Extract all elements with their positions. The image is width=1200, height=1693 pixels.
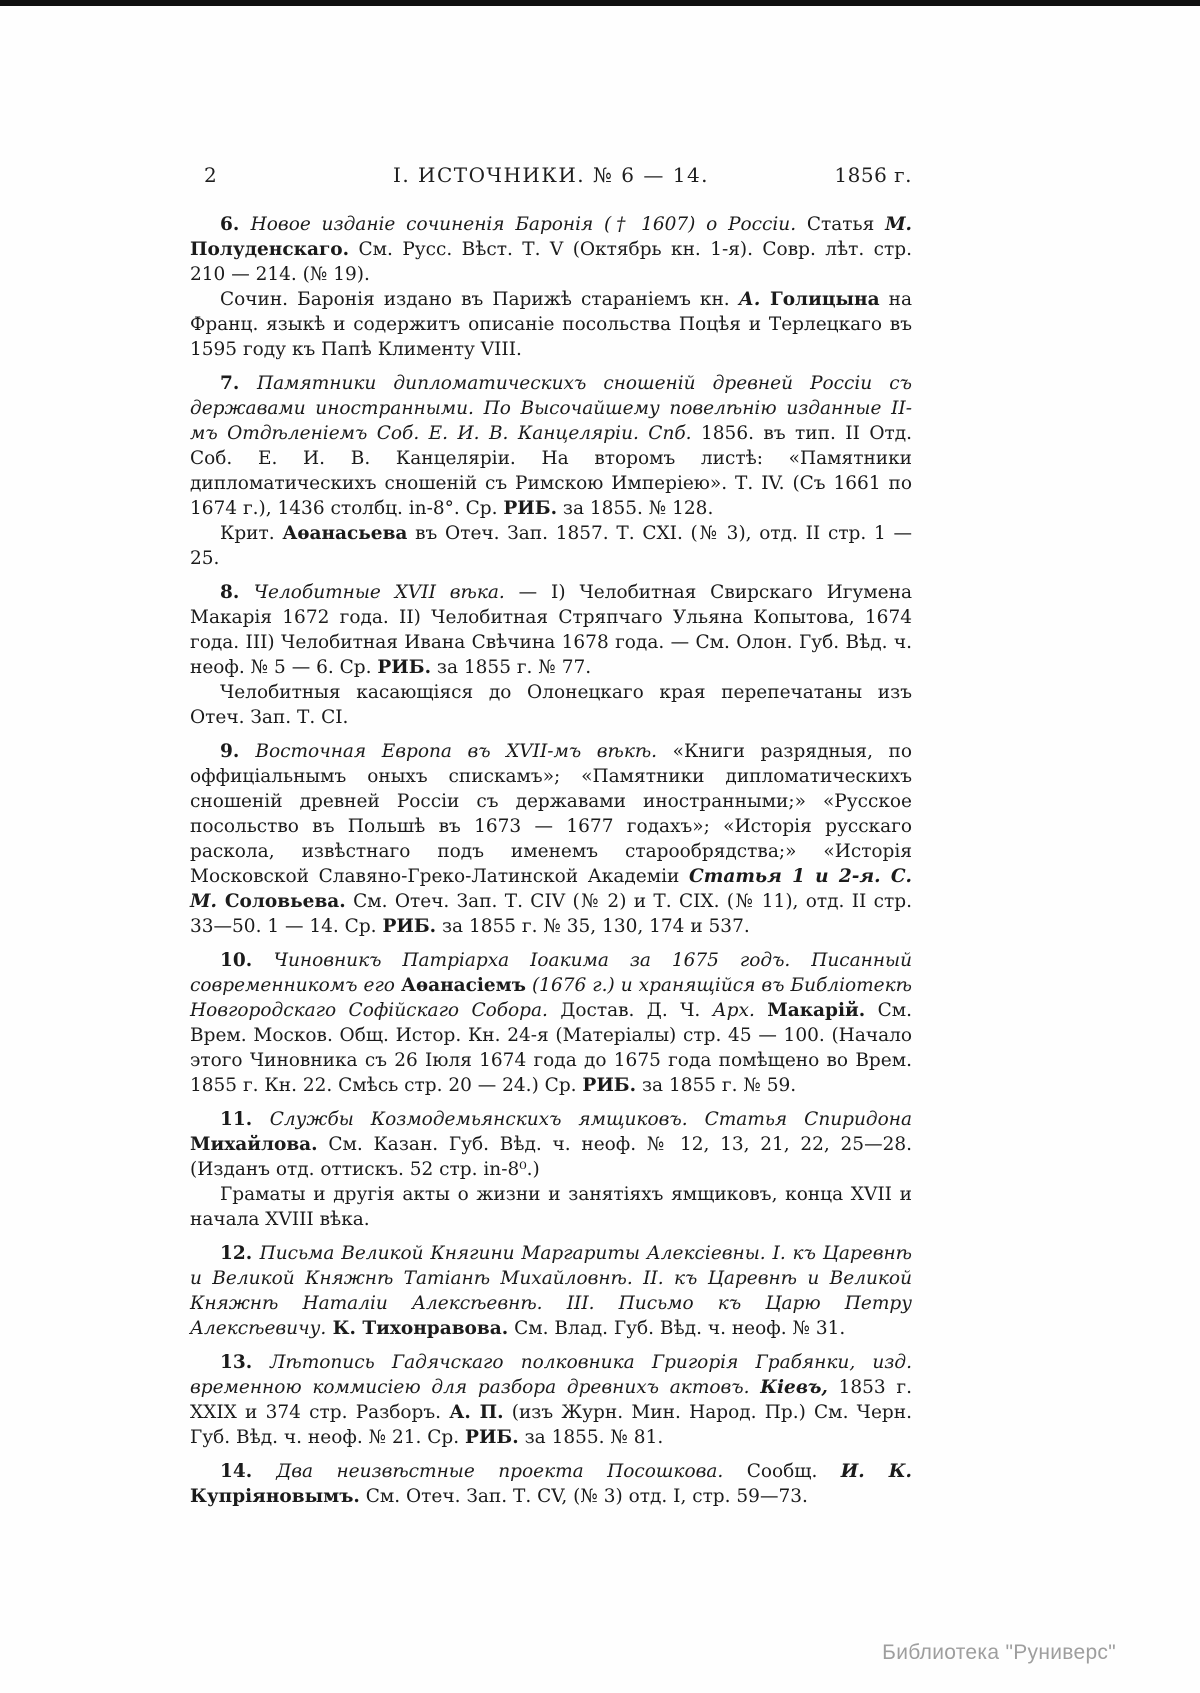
library-watermark: Библиотека "Руниверс": [882, 1641, 1116, 1664]
entry-9: 9. Восточная Европа въ XVII-мъ вѣкѣ. «Книги разрядныя, по оффиціальнымъ оныхъ спискамъ»; «Памятники дипломатическихъ сношеній древней Россіи съ державами иностранными;» «Русское посольство въ Польшѣ въ 1673 — 1677 годахъ»; «Исторія русскаго раскола, извѣстнаго подъ именемъ старообрядства;» «Исторія Московской Славяно-Греко-Латинской Академіи Статья 1 и 2-я. С. М. Соловьева. См. Отеч. Зап. Т. CIV (№ 2) и Т. CIX. (№ 11), отд. II стр. 33—50. 1 — 14. Ср. РИБ. за 1855 г. № 35, 130, 174 и 537.: [190, 741, 912, 937]
entry-8-note: Челобитныя касающіяся до Олонецкаго края перепечатаны изъ Отеч. Зап. Т. СІ.: [190, 682, 912, 728]
entry-6: 6. Новое изданіе сочиненія Баронія († 1607) о Россіи. Статья М. Полуденскаго. См. Русс. Вѣст. Т. V (Октябрь кн. 1-я). Совр. лѣт. стр. 210 — 214. (№ 19).: [190, 214, 912, 285]
entry-7-note: Крит. Аѳанасьева въ Отеч. Зап. 1857. Т. СХІ. (№ 3), отд. II стр. 1 — 25.: [190, 523, 912, 569]
page-header: [190, 163, 912, 187]
entry-8: 8. Челобитные XVII вѣка. — I) Челобитная Свирскаго Игумена Макарія 1672 года. II) Челобитная Стряпчаго Ульяна Копытова, 1674 года. III) Челобитная Ивана Свѣчина 1678 года. — См. Олон. Губ. Вѣд. ч. неоф. № 5 — 6. Ср. РИБ. за 1855 г. № 77.: [190, 582, 912, 678]
scan-edge-artifact: [0, 0, 1200, 6]
entry-10: 10. Чиновникъ Патріарха Іоакима за 1675 годъ. Писанный современникомъ его Аѳанасіемъ (1676 г.) и хранящійся въ Библіотекѣ Новгородскаго Софійскаго Собора. Достав. Д. Ч. Арх. Макарій. См. Врем. Москов. Общ. Истор. Кн. 24-я (Матеріалы) стр. 45 — 100. (Начало этого Чиновника съ 26 Іюля 1674 года до 1675 года помѣщено во Врем. 1855 г. Кн. 22. Смѣсь стр. 20 — 24.) Ср. РИБ. за 1855 г. № 59.: [190, 950, 912, 1096]
entry-7: 7. Памятники дипломатическихъ сношеній древней Россіи съ державами иностранными. По Высочайшему повелѣнію изданные ІІ-мъ Отдѣленіемъ Соб. Е. И. В. Канцеляріи. Спб. 1856. въ тип. II Отд. Соб. Е. И. В. Канцеляріи. На второмъ листѣ: «Памятники дипломатическихъ сношеній съ Римскою Имперіею». Т. IV. (Съ 1661 по 1674 г.), 1436 столбц. in-8°. Ср. РИБ. за 1855. № 128.: [190, 373, 913, 519]
entry-13: 13. Лѣтопись Гадячскаго полковника Григорія Грабянки, изд. временною коммисіею для разбора древнихъ актовъ. Кіевъ, 1853 г. XXIX и 374 стр. Разборъ. А. П. (изъ Журн. Мин. Народ. Пр.) См. Черн. Губ. Вѣд. ч. неоф. № 21. Ср. РИБ. за 1855. № 81.: [190, 1352, 912, 1448]
entry-14: 14. Два неизвѣстные проекта Посошкова. Сообщ. И. К. Купріяновымъ. См. Отеч. Зап. Т. CV, (№ 3) отд. I, стр. 59—73.: [190, 1461, 912, 1507]
entry-11: 11. Службы Козмодемьянскихъ ямщиковъ. Статья Спиридона Михайлова. См. Казан. Губ. Вѣд. ч. неоф. № 12, 13, 21, 22, 25—28. (Изданъ отд. оттискъ. 52 стр. in-8⁰.): [190, 1109, 912, 1180]
page-number: 2: [204, 163, 217, 187]
year-label: 1856 г.: [834, 163, 912, 187]
bibliography-text: [190, 212, 912, 1509]
entry-11-note: Граматы и другія акты о жизни и занятіяхъ ямщиковъ, конца XVII и начала XVIII вѣка.: [190, 1184, 912, 1230]
entry-12: 12. Письма Великой Княгини Маргариты Алексіевны. I. къ Царевнѣ и Великой Княжнѣ Татіанѣ Михайловнѣ. II. къ Царевнѣ и Великой Княжнѣ Наталіи Алексѣевнѣ. III. Письмо къ Царю Петру Алексѣевичу. К. Тихонравова. См. Влад. Губ. Вѣд. ч. неоф. № 31.: [190, 1243, 912, 1339]
section-title: І. ИСТОЧНИКИ. № 6 — 14.: [392, 163, 710, 187]
entry-6-note: Сочин. Баронія издано въ Парижѣ стараніемъ кн. А. Голицына на Франц. языкѣ и содержитъ описаніе посольства Поцѣя и Терлецкаго въ 1595 году къ Папѣ Клименту VIII.: [190, 289, 913, 360]
